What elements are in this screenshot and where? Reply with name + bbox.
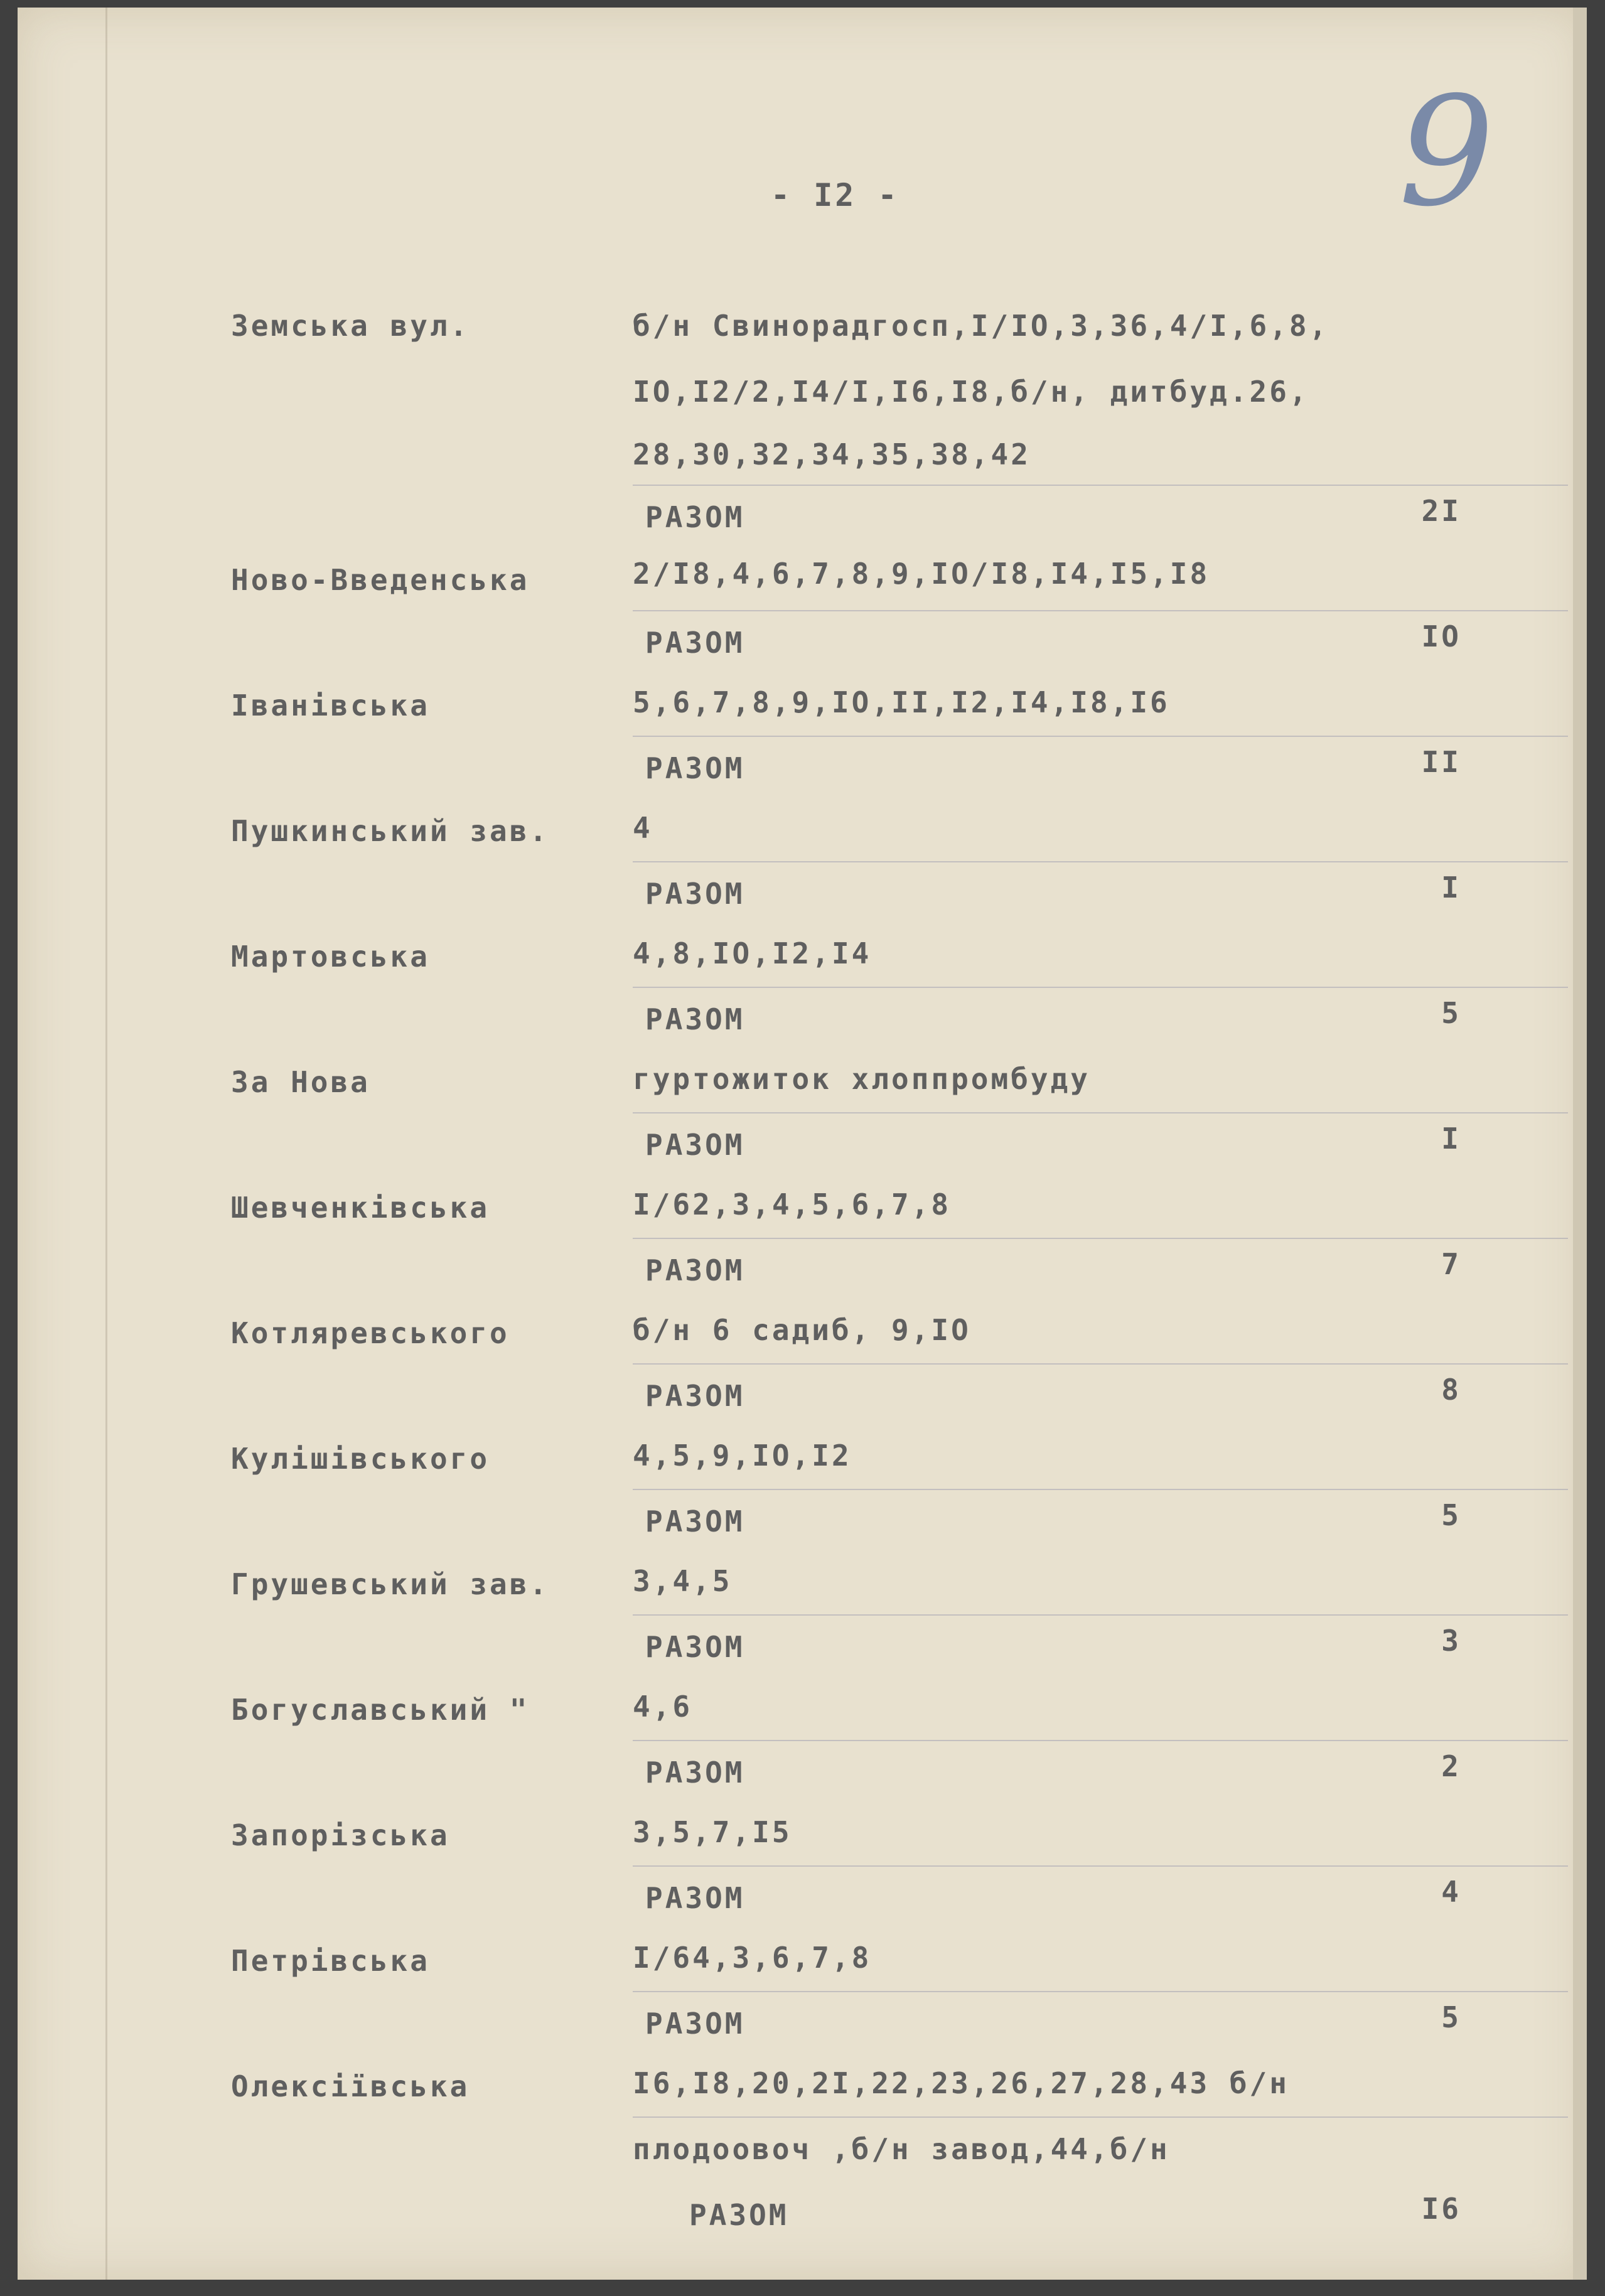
total-label: РАЗОМ [645,751,745,785]
house-numbers: 3,5,7,І5 [633,1815,792,1849]
street-name: Ново-Введенська [231,563,530,597]
total-label: РАЗОМ [645,2007,745,2041]
total-label: РАЗОМ [645,1505,745,1538]
house-numbers: 4,5,9,ІО,І2 [633,1439,852,1473]
total-value: ІО [1421,620,1461,653]
house-numbers: б/н 6 садиб, 9,ІО [633,1313,971,1347]
ruled-line [633,1740,1568,1741]
street-name: Котляревського [231,1316,510,1350]
ruled-line [633,736,1568,737]
total-label: РАЗОМ [645,1128,745,1162]
house-numbers: І/62,3,4,5,6,7,8 [633,1188,952,1221]
street-name: Петрівська [231,1944,430,1978]
total-label: РАЗОМ [645,1881,745,1915]
total-label: РАЗОМ [645,626,745,660]
street-name: Олексіївська [231,2069,470,2103]
house-numbers: б/н Свинорадгосп,І/ІО,3,36,4/І,6,8, [633,309,1329,343]
total-value: 8 [1441,1373,1461,1407]
street-name: Мартовська [231,940,430,974]
ruled-line [633,1865,1568,1867]
ruled-line [633,861,1568,862]
page-edge [1573,8,1587,2280]
house-numbers: І6,І8,20,2І,22,23,26,27,28,43 б/н [633,2066,1289,2100]
total-label: РАЗОМ [645,1756,745,1789]
street-name: За Нова [231,1065,370,1099]
ruled-line [633,1363,1568,1365]
house-numbers: 5,6,7,8,9,ІО,ІІ,І2,І4,І8,І6 [633,685,1170,719]
total-label: РАЗОМ [645,1379,745,1413]
total-label: РАЗОМ [645,877,745,911]
house-numbers: плодоовоч ,б/н завод,44,б/н [633,2132,1170,2166]
page-number: - I2 - [771,177,899,213]
total-value: І [1441,1122,1461,1156]
document-page [18,8,1587,2280]
house-numbers: 4,6 [633,1690,693,1724]
total-value: 2 [1441,1749,1461,1783]
folio-number: 9 [1398,64,1495,240]
total-label: РАЗОМ [645,1253,745,1287]
ruled-line [633,1614,1568,1616]
total-label: РАЗОМ [645,500,745,534]
total-label: РАЗОМ [645,1002,745,1036]
ruled-line [633,1238,1568,1239]
ruled-line [633,1489,1568,1490]
total-value: 5 [1441,2000,1461,2034]
ruled-line [633,485,1568,486]
total-value: І6 [1421,2192,1461,2226]
total-value: ІІ [1421,745,1461,779]
total-value: 5 [1441,996,1461,1030]
house-numbers: 3,4,5 [633,1564,733,1598]
street-name: Грушевський зав. [231,1567,550,1601]
total-value: 2І [1421,494,1461,528]
house-numbers: 2/І8,4,6,7,8,9,ІО/І8,І4,І5,І8 [633,557,1210,591]
street-name: Пушкинський зав. [231,814,550,848]
total-value: 3 [1441,1624,1461,1658]
house-numbers: 4 [633,811,653,845]
street-name: Кулішівського [231,1442,490,1476]
ruled-line [633,987,1568,988]
street-name: Запорізська [231,1818,450,1852]
street-name: Шевченківська [231,1191,490,1225]
page-fold [105,8,107,2280]
total-value: 4 [1441,1875,1461,1909]
ruled-line [633,1112,1568,1113]
house-numbers: І/64,3,6,7,8 [633,1941,872,1975]
ruled-line [633,610,1568,611]
house-numbers: 4,8,ІО,І2,І4 [633,936,872,970]
house-numbers: 28,30,32,34,35,38,42 [633,437,1031,471]
house-numbers: ІО,І2/2,І4/І,І6,І8,б/н, дитбуд.26, [633,375,1309,409]
total-value: І [1441,871,1461,904]
total-value: 5 [1441,1498,1461,1532]
total-label: РАЗОМ [645,1630,745,1664]
street-name: Іванівська [231,689,430,722]
ruled-line [633,1991,1568,1992]
ruled-line [633,2116,1568,2118]
total-label: РАЗОМ [689,2198,789,2232]
house-numbers: гуртожиток хлоппромбуду [633,1062,1090,1096]
street-name: Земська вул. [231,309,470,343]
street-name: Богуславський " [231,1693,530,1727]
total-value: 7 [1441,1247,1461,1281]
